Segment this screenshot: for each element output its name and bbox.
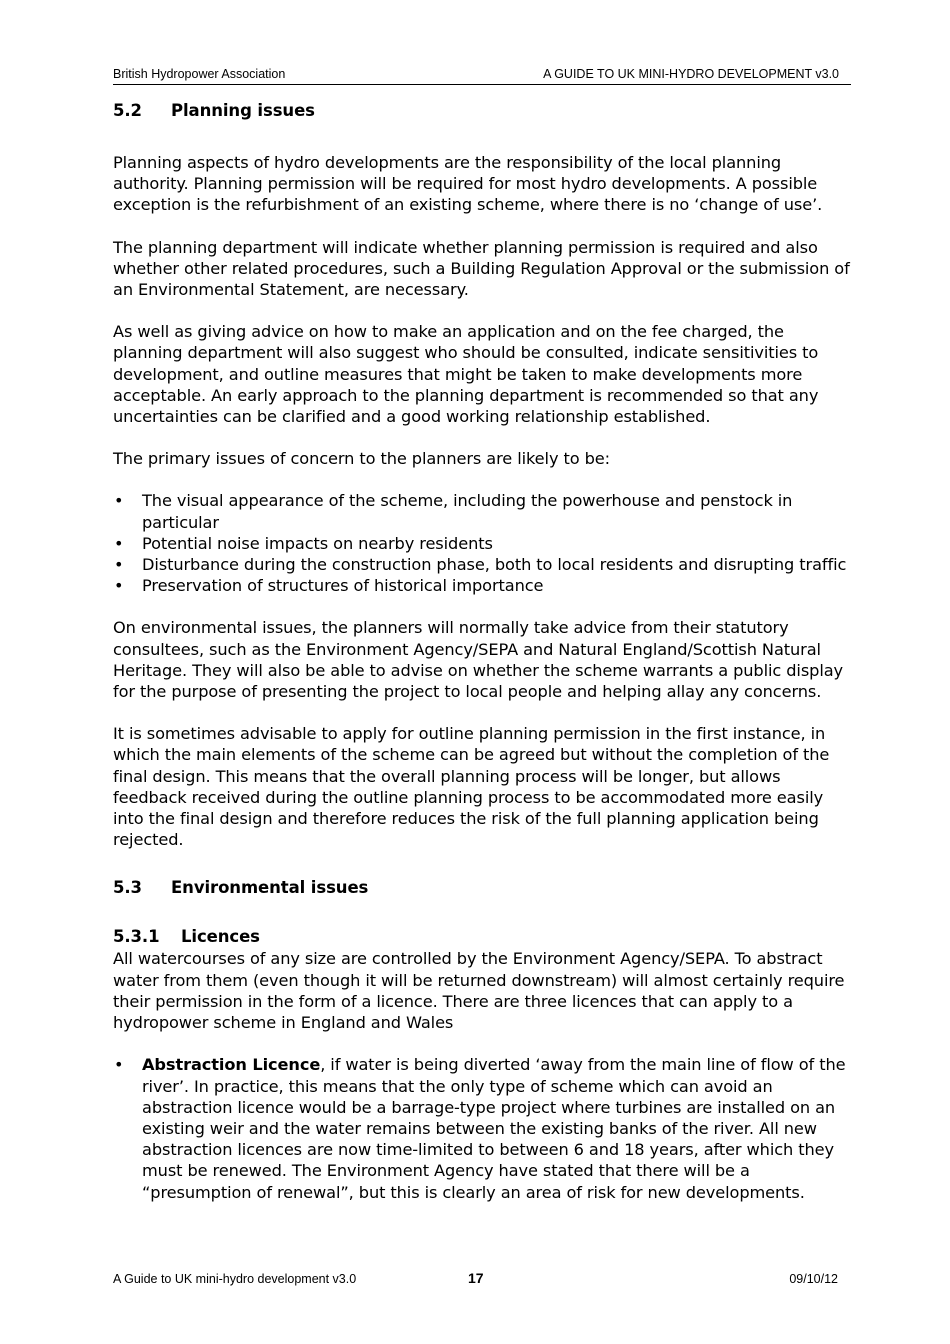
section-heading-5-2	[113, 100, 853, 122]
section-title: Licences	[181, 927, 260, 947]
licence-list	[113, 1054, 853, 1202]
header-organization: British Hydropower Association	[113, 67, 286, 81]
list-item: • Potential noise impacts on nearby residents	[113, 533, 853, 554]
list-item: • Preservation of structures of historical importance	[113, 575, 853, 596]
header-guide-title: A GUIDE TO UK MINI-HYDRO DEVELOPMENT v3.0	[543, 67, 839, 81]
section-number: 5.3.1	[113, 927, 160, 947]
section-title: Planning issues	[171, 101, 315, 120]
footer-date: 09/10/12	[789, 1272, 838, 1286]
subsection-heading-5-3-1	[113, 926, 853, 948]
paragraph: The planning department will indicate whether planning permission is required and also whether other related procedures, such a Building Regulation Approval or the submission of an Environmental Statement, are necessary.	[113, 237, 850, 300]
running-footer	[113, 1272, 851, 1288]
list-item: • Disturbance during the construction phase, both to local residents and disrupting traffic	[113, 554, 853, 575]
paragraph: On environmental issues, the planners will normally take advice from their statutory consultees, such as the Environment Agency/SEPA and Natural England/Scottish Natural Heritage. They will also be able to advise on whether the scheme warrants a public display for the purpose of presenting the project to local people and helping allay any concerns.	[113, 618, 844, 702]
footer-guide-title: A Guide to UK mini-hydro development v3.0	[113, 1272, 357, 1286]
licence-name: Abstraction Licence	[142, 1055, 321, 1075]
section-heading-5-3	[113, 877, 853, 899]
section-title: Environmental issues	[171, 878, 369, 898]
document-body	[113, 98, 853, 1203]
paragraph: All watercourses of any size are controlled by the Environment Agency/SEPA. To abstract water from them (even though it will be returned downstream) will almost certainly require their permission in the form of a licence. There are three licences that can apply to a hydropower scheme in England and Wales	[113, 949, 845, 1033]
list-item: • The visual appearance of the scheme, including the powerhouse and penstock in particular	[113, 490, 853, 532]
planning-issues-list	[113, 490, 853, 596]
running-header	[113, 67, 851, 85]
page-number: 17	[468, 1270, 484, 1286]
paragraph: As well as giving advice on how to make an application and on the fee charged, the planning department will also suggest who should be consulted, indicate sensitivities to development, and outline measures that might be taken to make developments more acceptable. An early approach to the planning department is recommended so that any uncertainties can be clarified and a good working relationship established.	[113, 322, 819, 427]
section-number: 5.3	[113, 878, 142, 898]
paragraph: The primary issues of concern to the planners are likely to be:	[113, 449, 610, 469]
licence-description: , if water is being diverted ‘away from the main line of flow of the river’. In practice, this means that the only type of scheme which can avoid an abstraction licence would be a barrage-type project where turbines are installed on an existing weir and the water remains between the existing banks of the river. All new abstraction licences are now time-limited to between 6 and 18 years, after which they must be renewed. The Environment Agency have stated that there will be a “presumption of renewal”, but this is clearly an area of risk for new developments.	[142, 1055, 846, 1202]
paragraph: It is sometimes advisable to apply for outline planning permission in the first instance, in which the main elements of the scheme can be agreed but without the completion of the final design. This means that the overall planning process will be longer, but allows feedback received during the outline planning process to be accommodated more easily into the final design and therefore reduces the risk of the full planning application being rejected.	[113, 724, 830, 850]
section-number: 5.2	[113, 101, 142, 120]
list-item	[113, 1054, 853, 1202]
paragraph: Planning aspects of hydro developments are the responsibility of the local planning authority. Planning permission will be required for most hydro developments. A possible exception is the refurbishment of an existing scheme, where there is no ‘change of use’.	[113, 153, 823, 215]
